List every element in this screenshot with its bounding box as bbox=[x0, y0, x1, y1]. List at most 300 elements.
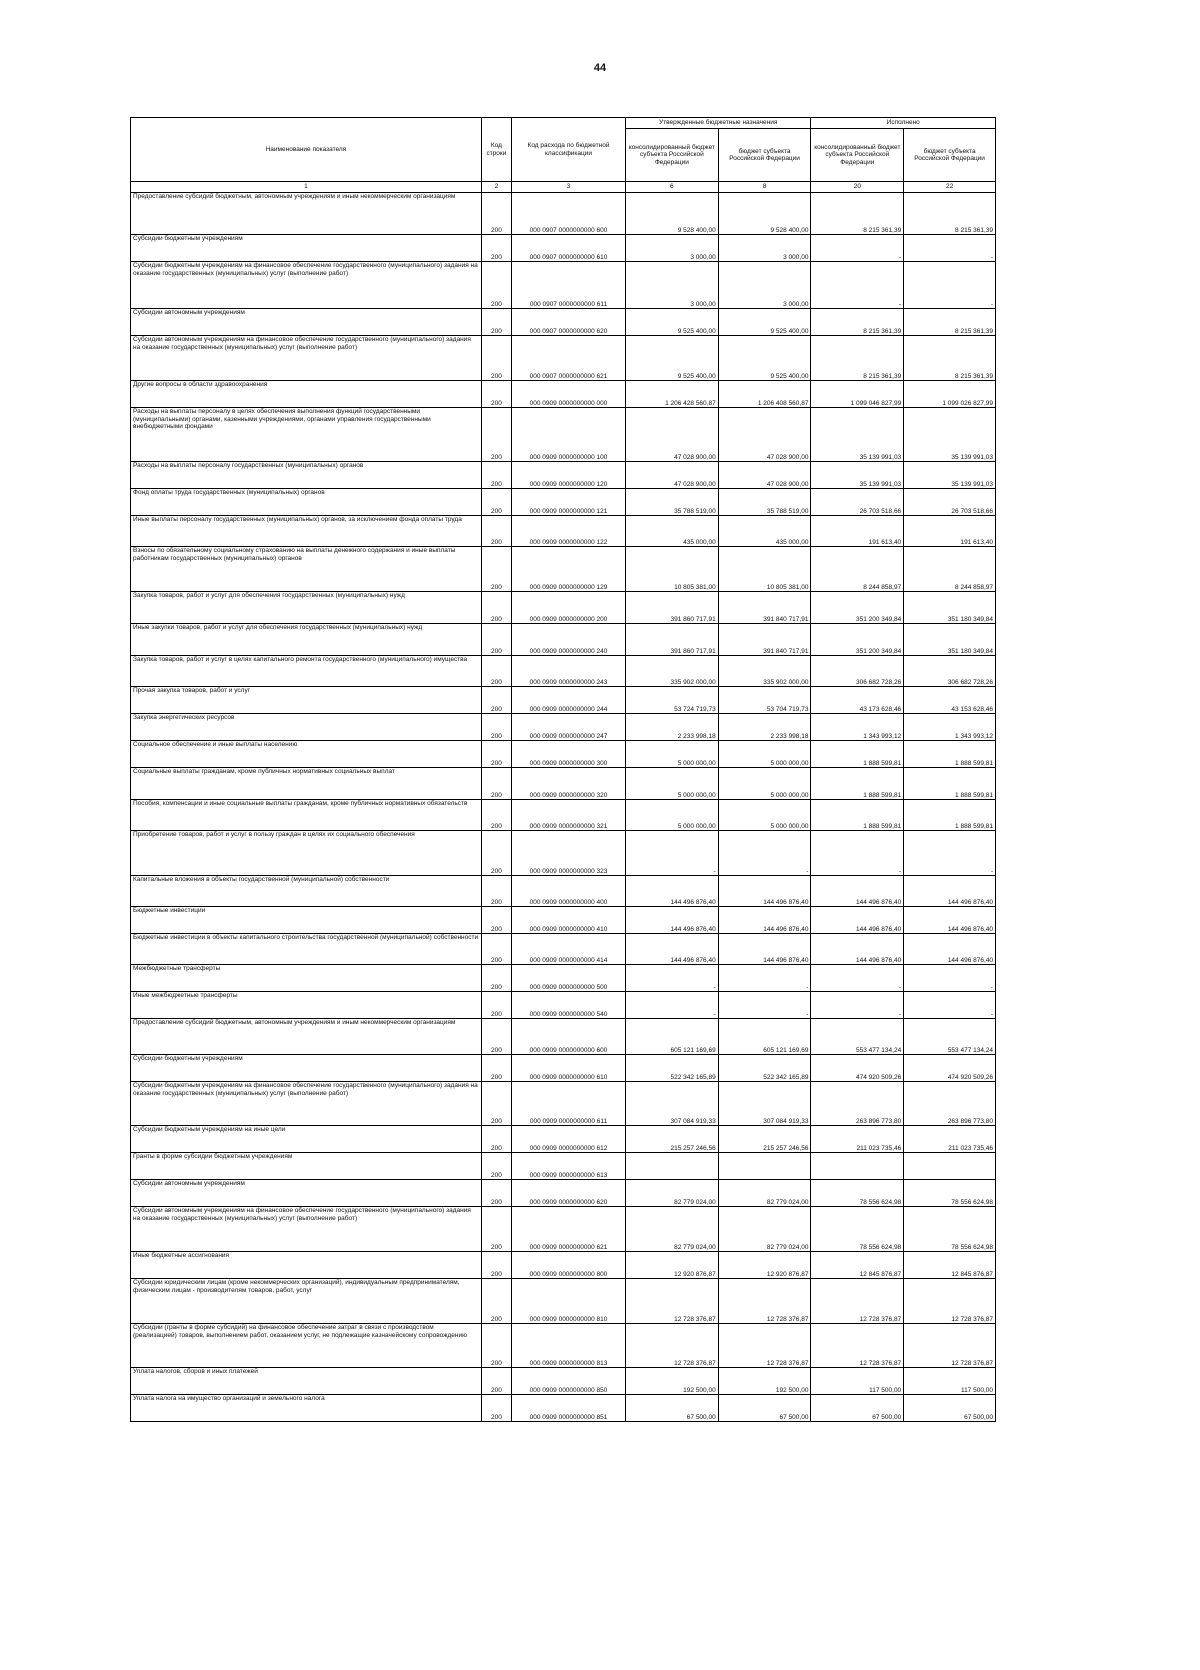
row-code: 200 bbox=[481, 1180, 511, 1207]
table-row bbox=[131, 800, 996, 831]
row-code: 200 bbox=[481, 687, 511, 714]
executed-consolidated-value: 35 139 991,03 bbox=[811, 408, 904, 462]
approved-subject-value: 5 000 000,00 bbox=[718, 741, 811, 768]
approved-subject-value bbox=[718, 1153, 811, 1180]
row-classification-code: 000 0909 0000000000 240 bbox=[512, 624, 626, 656]
row-name: Другие вопросы в области здравоохранения bbox=[131, 381, 482, 408]
row-code: 200 bbox=[481, 768, 511, 800]
approved-subject-value: 192 500,00 bbox=[718, 1368, 811, 1395]
row-code: 200 bbox=[481, 489, 511, 516]
approved-subject-value: 47 028 900,00 bbox=[718, 408, 811, 462]
executed-subject-value: 8 215 361,39 bbox=[904, 193, 996, 235]
table-row bbox=[131, 1395, 996, 1422]
executed-consolidated-value: 474 920 509,26 bbox=[811, 1055, 904, 1082]
approved-subject-value: - bbox=[718, 992, 811, 1019]
approved-subject-value: 144 496 876,40 bbox=[718, 907, 811, 934]
row-classification-code: 000 0909 0000000000 850 bbox=[512, 1368, 626, 1395]
approved-consolidated-value: 5 000 000,00 bbox=[625, 800, 718, 831]
executed-consolidated-value: 12 728 376,87 bbox=[811, 1324, 904, 1368]
table-row bbox=[131, 516, 996, 547]
approved-subject-value: 53 704 719,73 bbox=[718, 687, 811, 714]
row-code: 200 bbox=[481, 876, 511, 907]
executed-subject-value: 351 180 349,84 bbox=[904, 592, 996, 624]
executed-subject-value: 211 023 735,46 bbox=[904, 1126, 996, 1153]
row-classification-code: 000 0909 0000000000 621 bbox=[512, 1207, 626, 1252]
approved-subject-value: 47 028 900,00 bbox=[718, 462, 811, 489]
approved-subject-value: 12 920 876,87 bbox=[718, 1252, 811, 1279]
approved-subject-value: 82 779 024,00 bbox=[718, 1180, 811, 1207]
approved-consolidated-value bbox=[625, 1153, 718, 1180]
approved-consolidated-value: 522 342 165,89 bbox=[625, 1055, 718, 1082]
row-name: Расходы на выплаты персоналу государственных (муниципальных) органов bbox=[131, 462, 482, 489]
table-row bbox=[131, 547, 996, 592]
row-classification-code: 000 0909 0000000000 320 bbox=[512, 768, 626, 800]
approved-subject-value: 335 902 000,00 bbox=[718, 656, 811, 687]
executed-subject-value: 12 728 376,87 bbox=[904, 1279, 996, 1324]
row-classification-code: 000 0909 0000000000 321 bbox=[512, 800, 626, 831]
approved-consolidated-value: 47 028 900,00 bbox=[625, 462, 718, 489]
executed-consolidated-value: 1 343 993,12 bbox=[811, 714, 904, 741]
col-number: 3 bbox=[512, 182, 626, 193]
row-classification-code: 000 0907 0000000000 621 bbox=[512, 336, 626, 381]
row-code: 200 bbox=[481, 547, 511, 592]
table-row bbox=[131, 592, 996, 624]
row-name: Социальные выплаты гражданам, кроме публичных нормативных социальных выплат bbox=[131, 768, 482, 800]
approved-consolidated-value: 5 000 000,00 bbox=[625, 741, 718, 768]
row-name: Субсидии автономным учреждениям на финансовое обеспечение государственного (муниципального) задания на оказание государственных (муниципальных) услуг (выполнение работ) bbox=[131, 1207, 482, 1252]
executed-subject-value: - bbox=[904, 235, 996, 262]
executed-subject-value: 1 888 599,81 bbox=[904, 741, 996, 768]
executed-subject-value: 8 215 361,39 bbox=[904, 336, 996, 381]
approved-consolidated-value: 307 084 919,33 bbox=[625, 1082, 718, 1126]
row-name: Субсидии (гранты в форме субсидий) на финансовое обеспечение затрат в связи с производством (реализацией) товаров, выполнением работ, оказанием услуг, не подлежащие казначейскому сопровождению bbox=[131, 1324, 482, 1368]
table-row bbox=[131, 381, 996, 408]
row-name: Расходы на выплаты персоналу в целях обеспечения выполнения функций государственными (муниципальными) органами, казенными учреждениями, органами управления государственными внебюджетными фондами bbox=[131, 408, 482, 462]
row-classification-code: 000 0909 0000000000 200 bbox=[512, 592, 626, 624]
row-code: 200 bbox=[481, 1126, 511, 1153]
row-code: 200 bbox=[481, 1252, 511, 1279]
row-classification-code: 000 0909 0000000000 100 bbox=[512, 408, 626, 462]
table-row bbox=[131, 1279, 996, 1324]
approved-subject-value: 35 788 519,00 bbox=[718, 489, 811, 516]
row-code: 200 bbox=[481, 262, 511, 309]
approved-consolidated-value: 9 525 400,00 bbox=[625, 309, 718, 336]
executed-consolidated-value: 67 500,00 bbox=[811, 1395, 904, 1422]
row-code: 200 bbox=[481, 1055, 511, 1082]
executed-consolidated-value: 211 023 735,46 bbox=[811, 1126, 904, 1153]
row-classification-code: 000 0909 0000000000 300 bbox=[512, 741, 626, 768]
approved-consolidated-value: 35 788 519,00 bbox=[625, 489, 718, 516]
approved-consolidated-value: 2 233 998,18 bbox=[625, 714, 718, 741]
approved-consolidated-value: 335 902 000,00 bbox=[625, 656, 718, 687]
executed-consolidated-value: - bbox=[811, 992, 904, 1019]
row-name: Закупка энергетических ресурсов bbox=[131, 714, 482, 741]
row-name: Субсидии бюджетным учреждениям на иные цели bbox=[131, 1126, 482, 1153]
executed-consolidated-value: - bbox=[811, 235, 904, 262]
executed-subject-value: 12 728 376,87 bbox=[904, 1324, 996, 1368]
executed-subject-value: 8 244 858,97 bbox=[904, 547, 996, 592]
approved-consolidated-value: 3 000,00 bbox=[625, 235, 718, 262]
row-code: 200 bbox=[481, 309, 511, 336]
table-row bbox=[131, 193, 996, 235]
table-row bbox=[131, 1324, 996, 1368]
table-row bbox=[131, 768, 996, 800]
table-row bbox=[131, 1019, 996, 1055]
executed-consolidated-value: 8 244 858,97 bbox=[811, 547, 904, 592]
approved-consolidated-value: 12 728 376,87 bbox=[625, 1324, 718, 1368]
executed-consolidated-value: 144 496 876,40 bbox=[811, 934, 904, 965]
header-code: Код строки bbox=[481, 118, 511, 182]
row-code: 200 bbox=[481, 336, 511, 381]
executed-subject-value: 8 215 361,39 bbox=[904, 309, 996, 336]
executed-subject-value: 306 682 728,26 bbox=[904, 656, 996, 687]
executed-consolidated-value: 1 888 599,81 bbox=[811, 800, 904, 831]
budget-table bbox=[130, 117, 996, 1422]
row-classification-code: 000 0907 0000000000 600 bbox=[512, 193, 626, 235]
executed-consolidated-value: 351 200 349,84 bbox=[811, 592, 904, 624]
row-classification-code: 000 0907 0000000000 610 bbox=[512, 235, 626, 262]
row-name: Уплата налога на имущество организаций и земельного налога bbox=[131, 1395, 482, 1422]
row-code: 200 bbox=[481, 1207, 511, 1252]
table-row bbox=[131, 831, 996, 876]
approved-subject-value: 9 528 400,00 bbox=[718, 193, 811, 235]
row-code: 200 bbox=[481, 656, 511, 687]
approved-consolidated-value: 3 000,00 bbox=[625, 262, 718, 309]
executed-subject-value: 1 888 599,81 bbox=[904, 800, 996, 831]
row-classification-code: 000 0907 0000000000 620 bbox=[512, 309, 626, 336]
executed-consolidated-value: 144 496 876,40 bbox=[811, 876, 904, 907]
table-row bbox=[131, 262, 996, 309]
row-classification-code: 000 0909 0000000000 120 bbox=[512, 462, 626, 489]
approved-subject-value: 9 525 400,00 bbox=[718, 309, 811, 336]
executed-consolidated-value bbox=[811, 1153, 904, 1180]
executed-consolidated-value: 117 500,00 bbox=[811, 1368, 904, 1395]
row-classification-code: 000 0909 0000000000 810 bbox=[512, 1279, 626, 1324]
table-body bbox=[131, 193, 996, 1422]
table-row bbox=[131, 309, 996, 336]
row-code: 200 bbox=[481, 1368, 511, 1395]
approved-consolidated-value: - bbox=[625, 965, 718, 992]
executed-consolidated-value: 306 682 728,26 bbox=[811, 656, 904, 687]
executed-subject-value: - bbox=[904, 262, 996, 309]
executed-subject-value: 78 556 624,98 bbox=[904, 1180, 996, 1207]
approved-consolidated-value: 82 779 024,00 bbox=[625, 1207, 718, 1252]
approved-consolidated-value: 605 121 169,69 bbox=[625, 1019, 718, 1055]
row-code: 200 bbox=[481, 1153, 511, 1180]
executed-consolidated-value: 78 556 624,98 bbox=[811, 1180, 904, 1207]
row-classification-code: 000 0909 0000000000 323 bbox=[512, 831, 626, 876]
table-row bbox=[131, 1126, 996, 1153]
row-name: Закупка товаров, работ и услуг для обеспечения государственных (муниципальных) нужд bbox=[131, 592, 482, 624]
approved-consolidated-value: 1 206 428 560,87 bbox=[625, 381, 718, 408]
table-row bbox=[131, 462, 996, 489]
row-name: Иные выплаты персоналу государственных (муниципальных) органов, за исключением фонда оплаты труда bbox=[131, 516, 482, 547]
row-code: 200 bbox=[481, 592, 511, 624]
row-name: Социальное обеспечение и иные выплаты населению bbox=[131, 741, 482, 768]
approved-subject-value: 605 121 169,69 bbox=[718, 1019, 811, 1055]
approved-consolidated-value: - bbox=[625, 992, 718, 1019]
executed-consolidated-value: 1 888 599,81 bbox=[811, 768, 904, 800]
approved-consolidated-value: 192 500,00 bbox=[625, 1368, 718, 1395]
executed-subject-value: 474 920 509,26 bbox=[904, 1055, 996, 1082]
table-row bbox=[131, 1368, 996, 1395]
executed-subject-value: 78 556 624,98 bbox=[904, 1207, 996, 1252]
approved-subject-value: 9 525 400,00 bbox=[718, 336, 811, 381]
table-row bbox=[131, 876, 996, 907]
row-classification-code: 000 0909 0000000000 121 bbox=[512, 489, 626, 516]
executed-consolidated-value: 78 556 624,98 bbox=[811, 1207, 904, 1252]
executed-subject-value: 35 139 991,03 bbox=[904, 408, 996, 462]
approved-subject-value: 3 000,00 bbox=[718, 262, 811, 309]
executed-subject-value: 144 496 876,40 bbox=[904, 876, 996, 907]
executed-consolidated-value: 35 139 991,03 bbox=[811, 462, 904, 489]
table-row bbox=[131, 656, 996, 687]
executed-consolidated-value: 12 728 376,87 bbox=[811, 1279, 904, 1324]
row-classification-code: 000 0909 0000000000 244 bbox=[512, 687, 626, 714]
executed-subject-value: 43 153 628,46 bbox=[904, 687, 996, 714]
row-code: 200 bbox=[481, 1019, 511, 1055]
approved-subject-value: 2 233 998,18 bbox=[718, 714, 811, 741]
col-number: 20 bbox=[811, 182, 904, 193]
table-row bbox=[131, 1055, 996, 1082]
executed-consolidated-value: 263 896 773,80 bbox=[811, 1082, 904, 1126]
row-classification-code: 000 0909 0000000000 620 bbox=[512, 1180, 626, 1207]
approved-subject-value: 307 084 919,33 bbox=[718, 1082, 811, 1126]
executed-subject-value: 144 496 876,40 bbox=[904, 907, 996, 934]
row-name: Закупка товаров, работ и услуг в целях капитального ремонта государственного (муниципального) имущества bbox=[131, 656, 482, 687]
executed-subject-value: 67 500,00 bbox=[904, 1395, 996, 1422]
row-name: Прочая закупка товаров, работ и услуг bbox=[131, 687, 482, 714]
executed-subject-value: - bbox=[904, 965, 996, 992]
col-number: 1 bbox=[131, 182, 482, 193]
executed-consolidated-value: - bbox=[811, 831, 904, 876]
row-code: 200 bbox=[481, 462, 511, 489]
row-classification-code: 000 0909 0000000000 129 bbox=[512, 547, 626, 592]
table-row bbox=[131, 1082, 996, 1126]
row-classification-code: 000 0909 0000000000 813 bbox=[512, 1324, 626, 1368]
row-code: 200 bbox=[481, 1082, 511, 1126]
table-row bbox=[131, 489, 996, 516]
executed-subject-value: 26 703 518,66 bbox=[904, 489, 996, 516]
row-code: 200 bbox=[481, 193, 511, 235]
approved-consolidated-value: 82 779 024,00 bbox=[625, 1180, 718, 1207]
row-name: Субсидии автономным учреждениям bbox=[131, 1180, 482, 1207]
table-row bbox=[131, 1180, 996, 1207]
approved-consolidated-value: 5 000 000,00 bbox=[625, 768, 718, 800]
table-row bbox=[131, 1153, 996, 1180]
table-row bbox=[131, 934, 996, 965]
row-classification-code: 000 0909 0000000000 000 bbox=[512, 381, 626, 408]
table-row bbox=[131, 235, 996, 262]
row-code: 200 bbox=[481, 992, 511, 1019]
row-name: Бюджетные инвестиции bbox=[131, 907, 482, 934]
approved-subject-value: - bbox=[718, 831, 811, 876]
table-row bbox=[131, 687, 996, 714]
row-classification-code: 000 0909 0000000000 122 bbox=[512, 516, 626, 547]
header-approved-group: Утвержденные бюджетные назначения bbox=[625, 118, 810, 129]
row-classification-code: 000 0909 0000000000 247 bbox=[512, 714, 626, 741]
executed-consolidated-value: - bbox=[811, 965, 904, 992]
row-name: Бюджетные инвестиции в объекты капитального строительства государственной (муниципальной) собственности bbox=[131, 934, 482, 965]
row-code: 200 bbox=[481, 1395, 511, 1422]
approved-consolidated-value: 53 724 719,73 bbox=[625, 687, 718, 714]
executed-subject-value: 263 896 773,80 bbox=[904, 1082, 996, 1126]
table-row bbox=[131, 1207, 996, 1252]
header-approved-subject: бюджет субъекта Российской Федерации bbox=[718, 129, 811, 182]
header-classification: Код расхода по бюджетной классификации bbox=[512, 118, 626, 182]
approved-consolidated-value: - bbox=[625, 831, 718, 876]
row-classification-code: 000 0909 0000000000 400 bbox=[512, 876, 626, 907]
row-name: Фонд оплаты труда государственных (муниципальных) органов bbox=[131, 489, 482, 516]
approved-consolidated-value: 12 920 876,87 bbox=[625, 1252, 718, 1279]
page-number: 44 bbox=[593, 62, 607, 74]
table-row bbox=[131, 965, 996, 992]
executed-subject-value: 351 180 349,84 bbox=[904, 624, 996, 656]
row-code: 200 bbox=[481, 381, 511, 408]
approved-consolidated-value: 47 028 900,00 bbox=[625, 408, 718, 462]
row-name: Уплата налогов, сборов и иных платежей bbox=[131, 1368, 482, 1395]
approved-subject-value: 82 779 024,00 bbox=[718, 1207, 811, 1252]
executed-subject-value: 12 845 876,87 bbox=[904, 1252, 996, 1279]
row-code: 200 bbox=[481, 965, 511, 992]
executed-consolidated-value: - bbox=[811, 262, 904, 309]
row-classification-code: 000 0907 0000000000 611 bbox=[512, 262, 626, 309]
row-code: 200 bbox=[481, 934, 511, 965]
approved-consolidated-value: 144 496 876,40 bbox=[625, 934, 718, 965]
approved-consolidated-value: 144 496 876,40 bbox=[625, 907, 718, 934]
approved-subject-value: 391 840 717,91 bbox=[718, 592, 811, 624]
executed-consolidated-value: 351 200 349,84 bbox=[811, 624, 904, 656]
executed-consolidated-value: 12 845 876,87 bbox=[811, 1252, 904, 1279]
header-executed-subject: бюджет субъекта Российской Федерации bbox=[904, 129, 996, 182]
executed-consolidated-value: 191 613,40 bbox=[811, 516, 904, 547]
executed-subject-value bbox=[904, 1153, 996, 1180]
approved-subject-value: 391 840 717,91 bbox=[718, 624, 811, 656]
approved-consolidated-value: 435 000,00 bbox=[625, 516, 718, 547]
approved-consolidated-value: 10 805 381,00 bbox=[625, 547, 718, 592]
approved-subject-value: 215 257 246,56 bbox=[718, 1126, 811, 1153]
header-name: Наименование показателя bbox=[131, 118, 482, 182]
table-row bbox=[131, 1252, 996, 1279]
approved-consolidated-value: 391 860 717,91 bbox=[625, 592, 718, 624]
row-code: 200 bbox=[481, 516, 511, 547]
executed-subject-value: 1 099 026 827,99 bbox=[904, 381, 996, 408]
row-code: 200 bbox=[481, 624, 511, 656]
table-row bbox=[131, 741, 996, 768]
executed-subject-value: 191 613,40 bbox=[904, 516, 996, 547]
approved-subject-value: 1 206 408 560,87 bbox=[718, 381, 811, 408]
approved-consolidated-value: 391 860 717,91 bbox=[625, 624, 718, 656]
row-name: Капитальные вложения в объекты государственной (муниципальной) собственности bbox=[131, 876, 482, 907]
row-code: 200 bbox=[481, 800, 511, 831]
row-code: 200 bbox=[481, 741, 511, 768]
approved-consolidated-value: 67 500,00 bbox=[625, 1395, 718, 1422]
row-name: Субсидии бюджетным учреждениям на финансовое обеспечение государственного (муниципального) задания на оказание государственных (муниципальных) услуг (выполнение работ) bbox=[131, 262, 482, 309]
executed-subject-value: 117 500,00 bbox=[904, 1368, 996, 1395]
row-name: Субсидии автономным учреждениям на финансовое обеспечение государственного (муниципального) задания на оказание государственных (муниципальных) услуг (выполнение работ) bbox=[131, 336, 482, 381]
approved-subject-value: 5 000 000,00 bbox=[718, 768, 811, 800]
col-number: 22 bbox=[904, 182, 996, 193]
row-classification-code: 000 0909 0000000000 610 bbox=[512, 1055, 626, 1082]
row-name: Иные межбюджетные трансферты bbox=[131, 992, 482, 1019]
row-name: Субсидии бюджетным учреждениям bbox=[131, 1055, 482, 1082]
header-executed-group: Исполнено bbox=[811, 118, 996, 129]
approved-subject-value: 435 000,00 bbox=[718, 516, 811, 547]
row-classification-code: 000 0909 0000000000 612 bbox=[512, 1126, 626, 1153]
row-classification-code: 000 0909 0000000000 600 bbox=[512, 1019, 626, 1055]
header-executed-consolidated: консолидированный бюджет субъекта Российской Федерации bbox=[811, 129, 904, 182]
approved-subject-value: 12 728 376,87 bbox=[718, 1279, 811, 1324]
row-name: Предоставление субсидий бюджетным, автономным учреждениям и иным некоммерческим организациям bbox=[131, 1019, 482, 1055]
row-name: Субсидии автономным учреждениям bbox=[131, 309, 482, 336]
col-number: 8 bbox=[718, 182, 811, 193]
row-code: 200 bbox=[481, 408, 511, 462]
table-row bbox=[131, 408, 996, 462]
executed-consolidated-value: 1 099 046 827,99 bbox=[811, 381, 904, 408]
col-number: 6 bbox=[625, 182, 718, 193]
table-row bbox=[131, 336, 996, 381]
executed-consolidated-value: 553 477 134,24 bbox=[811, 1019, 904, 1055]
approved-consolidated-value: 9 525 400,00 bbox=[625, 336, 718, 381]
table-row bbox=[131, 624, 996, 656]
row-classification-code: 000 0909 0000000000 800 bbox=[512, 1252, 626, 1279]
executed-subject-value: 1 343 993,12 bbox=[904, 714, 996, 741]
approved-consolidated-value: 215 257 246,56 bbox=[625, 1126, 718, 1153]
approved-subject-value: 144 496 876,40 bbox=[718, 934, 811, 965]
executed-subject-value: 35 139 991,03 bbox=[904, 462, 996, 489]
executed-consolidated-value: 43 173 628,46 bbox=[811, 687, 904, 714]
executed-consolidated-value: 8 215 361,39 bbox=[811, 193, 904, 235]
row-name: Взносы по обязательному социальному страхованию на выплаты денежного содержания и иные выплаты работникам государственных (муниципальных) органов bbox=[131, 547, 482, 592]
col-number: 2 bbox=[481, 182, 511, 193]
row-classification-code: 000 0909 0000000000 243 bbox=[512, 656, 626, 687]
approved-consolidated-value: 144 496 876,40 bbox=[625, 876, 718, 907]
executed-consolidated-value: 8 215 361,39 bbox=[811, 309, 904, 336]
executed-consolidated-value: 26 703 518,66 bbox=[811, 489, 904, 516]
executed-subject-value: - bbox=[904, 992, 996, 1019]
row-classification-code: 000 0909 0000000000 851 bbox=[512, 1395, 626, 1422]
row-classification-code: 000 0909 0000000000 613 bbox=[512, 1153, 626, 1180]
table-row bbox=[131, 714, 996, 741]
approved-subject-value: - bbox=[718, 965, 811, 992]
approved-subject-value: 10 805 381,00 bbox=[718, 547, 811, 592]
approved-subject-value: 67 500,00 bbox=[718, 1395, 811, 1422]
row-code: 200 bbox=[481, 714, 511, 741]
row-name: Субсидии бюджетным учреждениям на финансовое обеспечение государственного (муниципального) задания на оказание государственных (муниципальных) услуг (выполнение работ) bbox=[131, 1082, 482, 1126]
row-name: Межбюджетные трансферты bbox=[131, 965, 482, 992]
row-code: 200 bbox=[481, 235, 511, 262]
executed-subject-value: 1 888 599,81 bbox=[904, 768, 996, 800]
executed-consolidated-value: 144 496 876,40 bbox=[811, 907, 904, 934]
row-classification-code: 000 0909 0000000000 414 bbox=[512, 934, 626, 965]
row-code: 200 bbox=[481, 907, 511, 934]
row-name: Пособия, компенсации и иные социальные выплаты гражданам, кроме публичных нормативных обязательств bbox=[131, 800, 482, 831]
row-code: 200 bbox=[481, 1279, 511, 1324]
executed-subject-value: 553 477 134,24 bbox=[904, 1019, 996, 1055]
table-header bbox=[131, 118, 996, 193]
row-code: 200 bbox=[481, 1324, 511, 1368]
executed-subject-value: - bbox=[904, 831, 996, 876]
row-name: Иные бюджетные ассигнования bbox=[131, 1252, 482, 1279]
approved-subject-value: 144 496 876,40 bbox=[718, 876, 811, 907]
approved-subject-value: 522 342 165,89 bbox=[718, 1055, 811, 1082]
row-name: Предоставление субсидий бюджетным, автономным учреждениям и иным некоммерческим организациям bbox=[131, 193, 482, 235]
approved-subject-value: 5 000 000,00 bbox=[718, 800, 811, 831]
row-classification-code: 000 0909 0000000000 500 bbox=[512, 965, 626, 992]
executed-consolidated-value: 1 888 599,81 bbox=[811, 741, 904, 768]
row-classification-code: 000 0909 0000000000 410 bbox=[512, 907, 626, 934]
row-name: Приобретение товаров, работ и услуг в пользу граждан в целях их социального обеспечения bbox=[131, 831, 482, 876]
